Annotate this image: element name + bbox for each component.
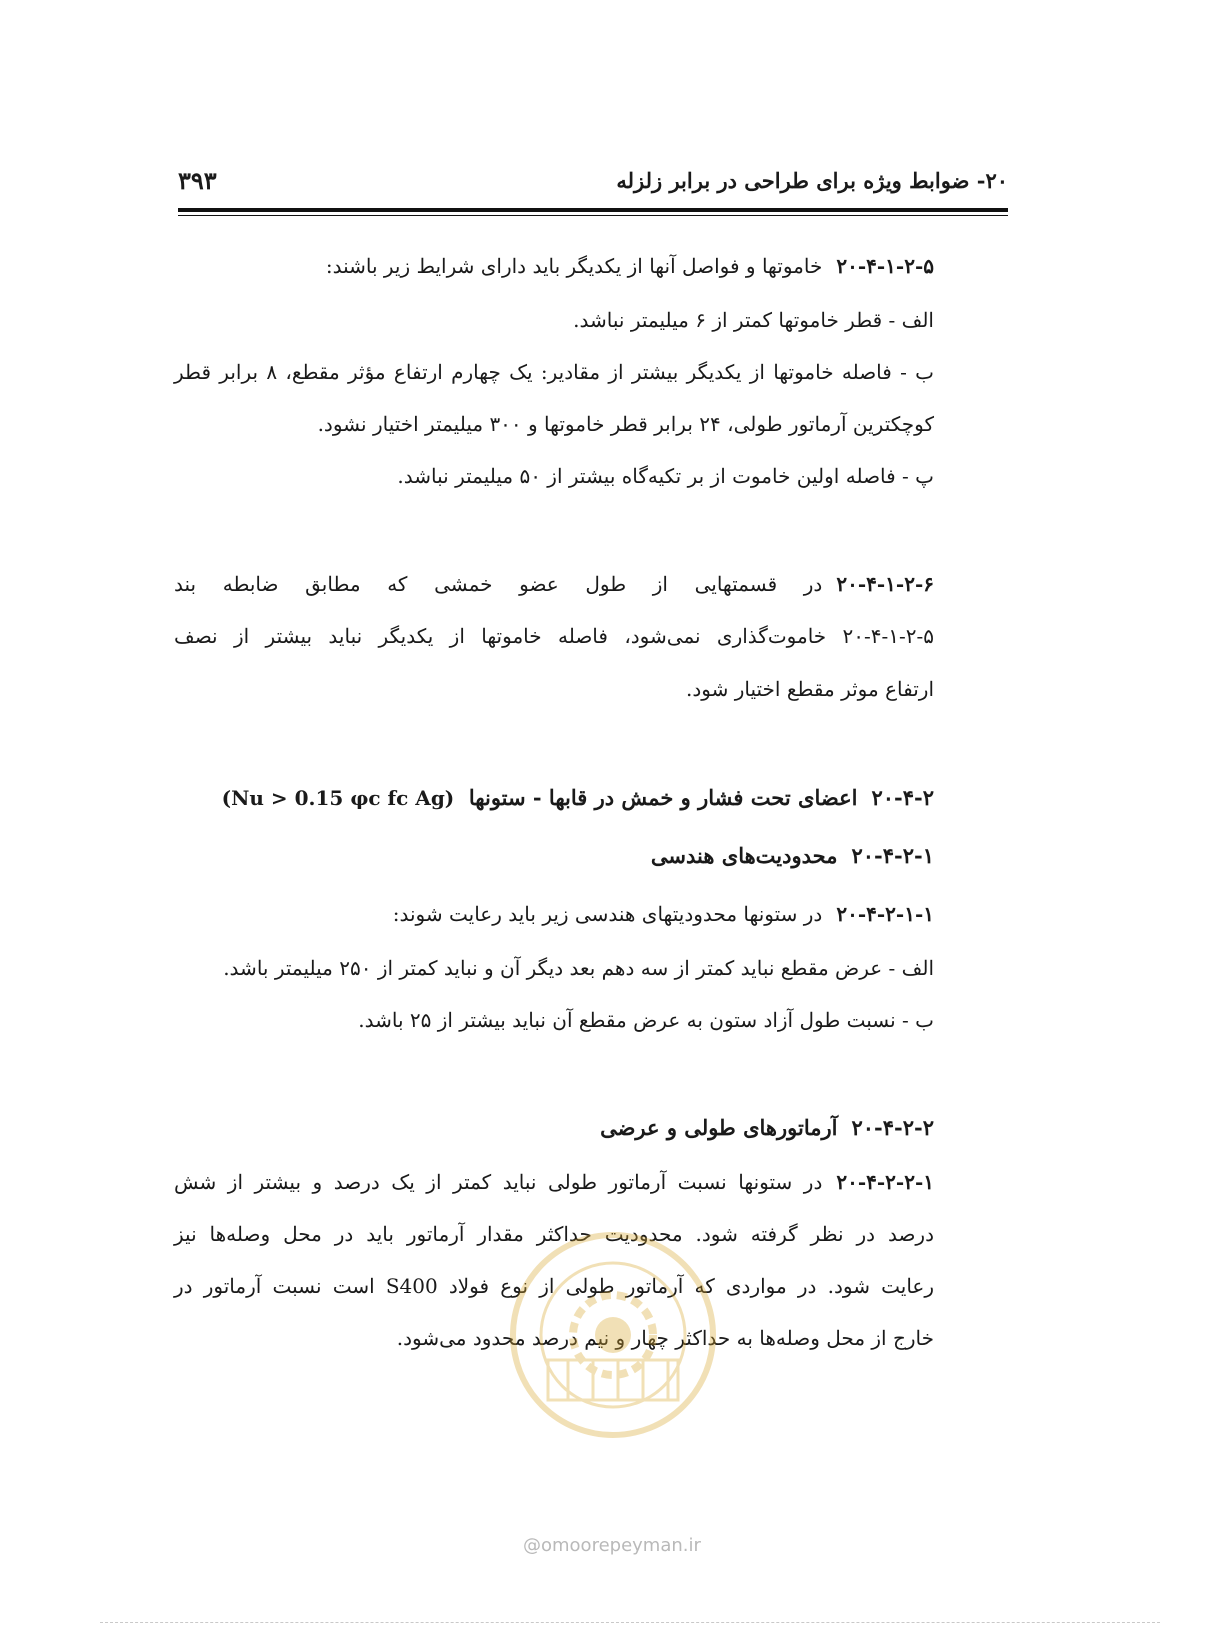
clause-number: ۲۰-۴-۲-۲-۱ [836,1170,934,1194]
clause-5-item-p: پ - فاصله اولین خاموت از بر تکیه‌گاه بیشتر از ۵۰ میلیمتر نباشد. [397,464,934,488]
clause-6-line-1 [174,570,934,598]
clause-2-2-1-line-2: درصد در نظر گرفته شود. محدودیت حداکثر مقدار آرماتور باید در محل وصله‌ها نیز [174,1222,934,1246]
watermark-text: @omoorepeyman.ir [523,1535,701,1556]
clause-text: خاموتها و فواصل آنها از یکدیگر باید دارای شرایط زیر باشند: [325,254,823,278]
section-heading-geometric-limits [651,842,934,870]
axial-load-formula: (Nu > 0.15 φc fc Ag) [221,786,455,810]
clause-number: ۲۰-۴-۱-۲-۵ [836,254,934,278]
section-number: ۲۰-۴-۲ [871,785,934,810]
clause-2-1-1-heading-line [393,900,934,928]
clause-2-1-1-item-a: الف - عرض مقطع نباید کمتر از سه دهم بعد دیگر آن و نباید کمتر از ۲۵۰ میلیمتر باشد. [223,956,934,980]
clause-6-line-3: ارتفاع موثر مقطع اختیار شود. [686,677,934,701]
section-heading-columns [222,784,934,812]
clause-5-item-b-line-2: کوچکترین آرماتور طولی، ۲۴ برابر قطر خاموتها و ۳۰۰ میلیمتر اختیار نشود. [317,412,934,436]
clause-text: در ستونها نسبت آرماتور طولی نباید کمتر از یک درصد و بیشتر از شش [174,1170,823,1194]
clause-text: در ستونها محدودیتهای هندسی زیر باید رعایت شوند: [392,902,823,926]
clause-5-heading-line [326,252,934,280]
clause-2-1-1-item-b: ب - نسبت طول آزاد ستون به عرض مقطع آن نباید بیشتر از ۲۵ باشد. [358,1008,934,1032]
clause-2-2-1-line-3: رعایت شود. در مواردی که آرماتور طولی از نوع فولاد S400 است نسبت آرماتور در [174,1274,935,1298]
clause-6-line-2: ۲۰-۴-۱-۲-۵ خاموت‌گذاری نمی‌شود، فاصله خاموتها از یکدیگر نباید بیشتر از نصف [174,624,934,648]
section-title: محدودیت‌های هندسی [650,843,838,868]
section-number: ۲۰-۴-۲-۲ [851,1115,934,1140]
clause-5-item-a: الف - قطر خاموتها کمتر از ۶ میلیمتر نباشد. [573,308,934,332]
section-heading-reinforcement [600,1114,934,1142]
running-header [178,160,1008,200]
clause-2-2-1-line-1 [174,1168,934,1196]
clause-text: در قسمتهایی از طول عضو خمشی که مطابق ضابطه بند [174,572,823,596]
clause-2-2-1-line-4: خارج از محل وصله‌ها به حداکثر چهار و نیم درصد محدود می‌شود. [396,1326,934,1350]
header-rule-thick [178,208,1008,212]
section-number: ۲۰-۴-۲-۱ [851,843,934,868]
page-number: ۳۹۳ [178,166,217,195]
clause-number: ۲۰-۴-۱-۲-۶ [836,572,934,596]
header-rule-thin [178,215,1008,216]
clause-5-item-b-line-1: ب - فاصله خاموتها از یکدیگر بیشتر از مقادیر: یک چهارم ارتفاع مؤثر مقطع، ۸ برابر قطر [174,360,934,384]
section-title: آرماتورهای طولی و عرضی [600,1115,838,1140]
scan-artifact-divider [100,1622,1160,1627]
clause-number: ۲۰-۴-۲-۱-۱ [836,902,934,926]
section-title: اعضای تحت فشار و خمش در قابها - ستونها [468,785,858,810]
watermark-seal-icon [508,1230,718,1440]
chapter-title: ۲۰- ضوابط ویژه برای طراحی در برابر زلزله [616,168,1008,193]
